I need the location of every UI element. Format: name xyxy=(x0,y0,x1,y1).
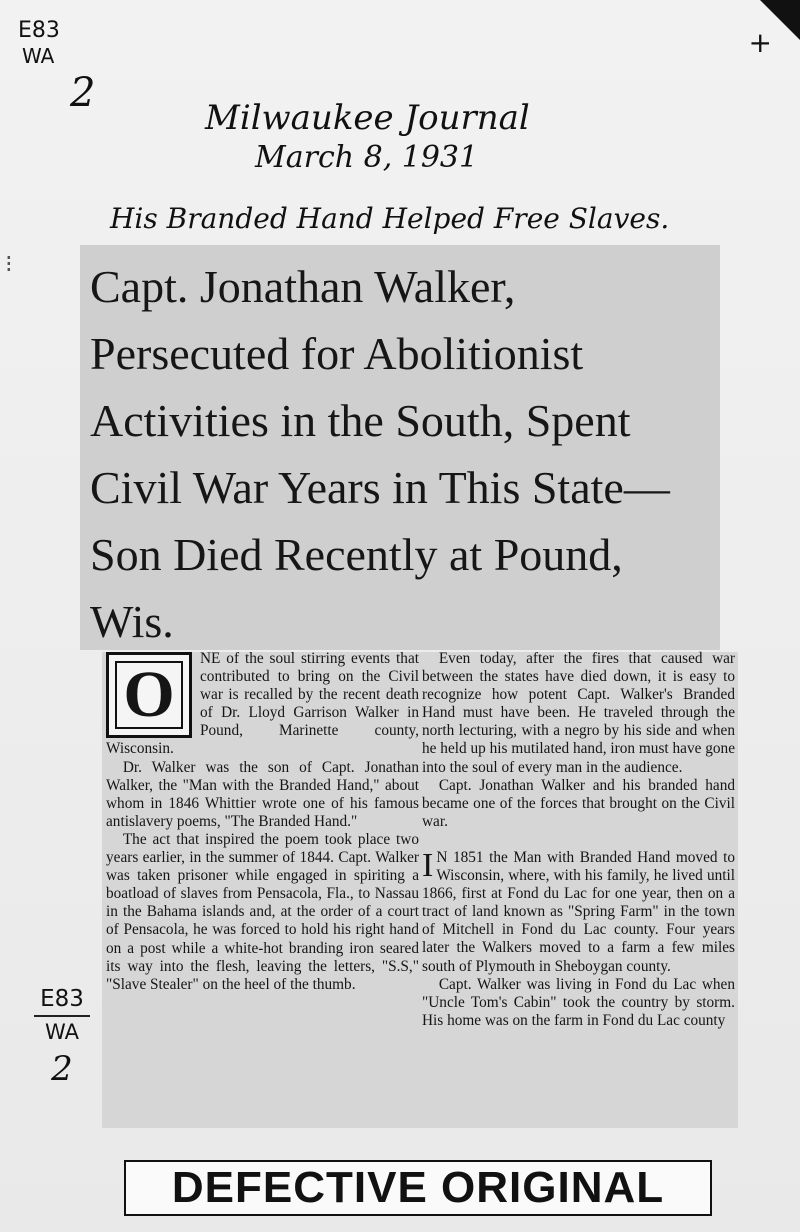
margin-note xyxy=(28,985,96,1089)
margin-sub: WA xyxy=(45,1020,79,1044)
catalog-sub: WA xyxy=(22,44,55,68)
catalog-mark: 2 xyxy=(70,70,96,116)
article-headline: Capt. Jonathan Walker, Persecuted for Abolitionist Activities in the South, Spent Civil War Years in This State—Son Died Recently at Pound, Wis. xyxy=(90,261,670,647)
paragraph-gap xyxy=(422,831,735,849)
plus-mark: + xyxy=(748,26,772,59)
paragraph: NE of the soul stirring events that contributed to bring on the Civil war is recalled by the recent death of Dr. Lloyd Garrison Walker in Pound, Marinette county, Wisconsin. xyxy=(106,650,419,758)
margin-mark: 2 xyxy=(51,1049,73,1089)
handwritten-subtitle: His Branded Hand Helped Free Slaves. xyxy=(110,202,670,235)
paragraph xyxy=(422,846,735,976)
publication-name: Milwaukee Journal xyxy=(205,98,530,138)
paragraph-text: N 1851 the Man with Branded Hand moved to Wisconsin, where, with his family, he lived until 1866, first at Fond du Lac for one year, then on a tract of land known as "Spring Farm" in the town of Mitchell in Fond du Lac county. Four years later the Walkers moved to a farm a few miles south of Plymouth in Sheboygan county. xyxy=(422,848,735,975)
publication-date: March 8, 1931 xyxy=(255,140,479,175)
section-cap: I xyxy=(422,846,434,884)
paragraph: Dr. Walker was the son of Capt. Jonathan Walker, the "Man with the Branded Hand," about whom in 1846 Whittier wrote one of his famous antislavery poems, "The Branded Hand." xyxy=(106,758,419,830)
paragraph: Capt. Walker was living in Fond du Lac when "Uncle Tom's Cabin" took the country by storm. His home was on the farm in Fond du Lac county xyxy=(422,975,735,1029)
defective-original-label: DEFECTIVE ORIGINAL xyxy=(124,1160,712,1216)
margin-code: E83 xyxy=(40,986,84,1012)
paragraph: Capt. Jonathan Walker and his branded hand became one of the forces that brought on the Civil war. xyxy=(422,776,735,830)
drop-cap xyxy=(106,652,192,738)
margin-divider xyxy=(34,1015,90,1017)
catalog-code: E83 xyxy=(18,18,60,43)
paragraph: The act that inspired the poem took place two years earlier, in the summer of 1844. Capt. Walker was taken prisoner while engaged in spiriting a boatload of slaves from Pensacola, Fla., to Nassau in the Bahama islands and, at the order of a court of Pensacola, he was forced to hold his right hand on a post while a white-hot branding iron seared its way into the flesh, leaving the letters, "S.S," "Slave Stealer" on the heel of the thumb. xyxy=(106,830,419,993)
drop-cap-letter: O xyxy=(123,658,175,731)
article-column-1 xyxy=(106,650,419,994)
fold-mark-icon: ⁝ xyxy=(5,250,13,278)
article-column-2 xyxy=(422,650,735,1030)
paragraph: Even today, after the fires that caused war between the states have died down, it is easy to recognize how potent Capt. Walker's Branded Hand must have been. He traveled through the north lecturing, with a negro by his side and when he held up his mutilated hand, iron must have gone into the soul of every man in the audience. xyxy=(422,650,735,776)
